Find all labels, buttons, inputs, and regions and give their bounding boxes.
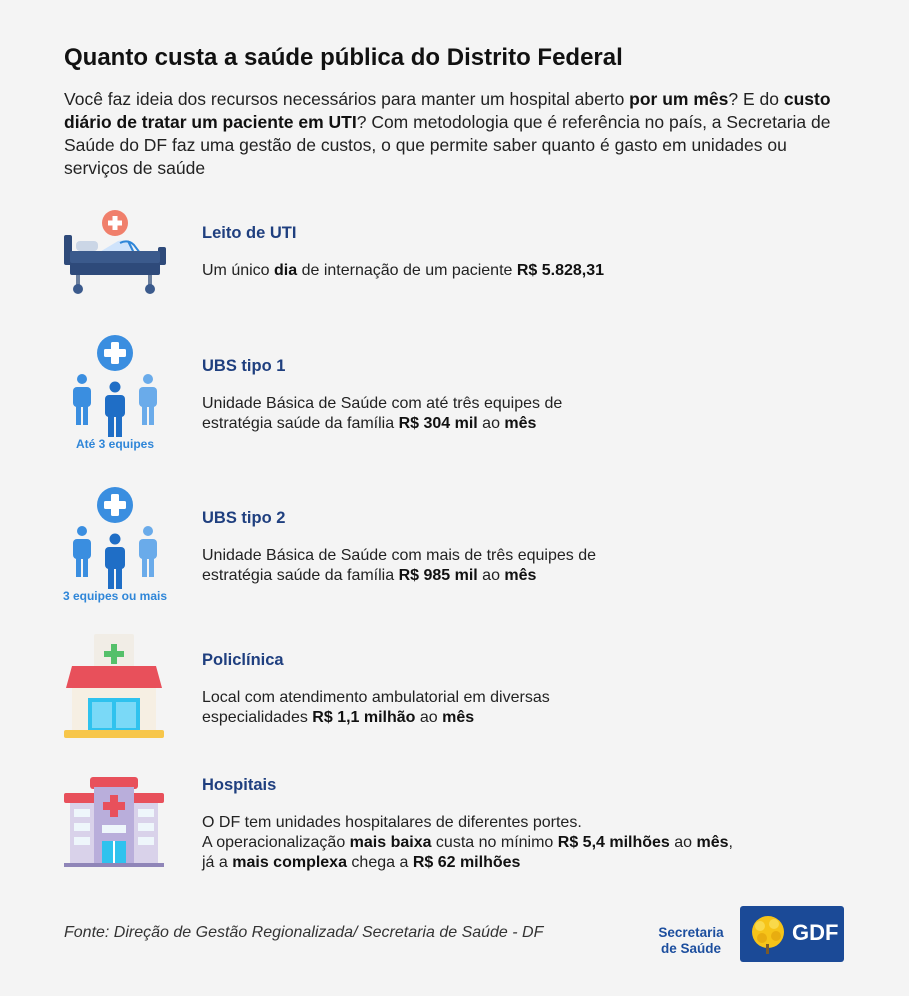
item-ubs-tipo-1 [202,357,562,434]
item-description: Um único dia de internação de um paciente R$ 5.828,31 [202,262,605,279]
page-title: Quanto custa a saúde pública do Distrito Federal [64,44,623,71]
item-description: O DF tem unidades hospitalares de diferentes portes. A operacionalização mais baixa custa no mínimo R$ 5,4 milhões ao mês, já a mais complexa chega a R$ 62 milhões [202,814,733,871]
source-note: Fonte: Direção de Gestão Regionalizada/ Secretaria de Saúde - DF [64,924,544,941]
intro-paragraph: Você faz ideia dos recursos necessários para manter um hospital aberto por um mês? E do custo diário de tratar um paciente em UTI? Com metodologia que é referência no país, a Secretaria de Saúde do DF faz uma gestão de custos, o que permite saber quanto é gasto em unidades ou serviços de saúde [64,89,831,178]
team-medical-icon [69,335,161,439]
item-hospitais [202,776,733,873]
item-description: Unidade Básica de Saúde com mais de três equipes de estratégia saúde da família R$ 985 mil ao mês [202,547,597,584]
item-title: Leito de UTI [202,224,297,242]
item-description: Local com atendimento ambulatorial em diversas especialidades R$ 1,1 milhão ao mês [202,689,550,726]
item-description: Unidade Básica de Saúde com até três equipes de estratégia saúde da família R$ 304 mil ao mês [202,395,563,432]
hospital-building-icon [62,775,166,867]
item-title: UBS tipo 1 [202,357,286,375]
gdf-logo: GDF [740,906,844,962]
clinic-building-icon [62,632,166,740]
item-title: UBS tipo 2 [202,509,286,527]
item-leito-uti [202,224,604,281]
team-medical-icon [69,487,161,591]
item-ubs-tipo-2 [202,509,596,586]
item-title: Hospitais [202,776,277,794]
item-policlinica [202,651,550,728]
hospital-bed-icon [62,205,168,297]
icon-caption: 3 equipes ou mais [62,589,168,603]
secretaria-saude-logo: Secretaria de Saúde [658,925,724,956]
item-title: Policlínica [202,651,284,669]
ipe-flower-icon [746,912,790,956]
icon-caption: Até 3 equipes [75,437,155,451]
